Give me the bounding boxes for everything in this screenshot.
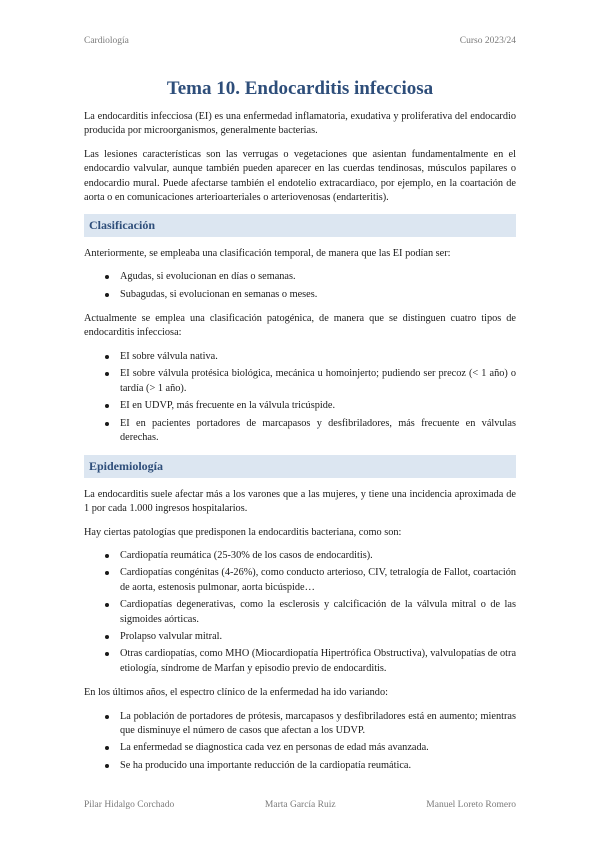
document-body	[84, 110, 516, 783]
clasificacion-patogenica-list	[84, 350, 516, 445]
page-header	[84, 36, 516, 46]
list-item: EI sobre válvula nativa.	[84, 350, 516, 364]
list-item: La población de portadores de prótesis, marcapasos y desfibriladores está en aumento; mientras que disminuye el número de casos que afectan a los UDVP.	[84, 710, 516, 739]
footer-author-3: Manuel Loreto Romero	[426, 800, 516, 810]
intro-paragraph-1: La endocarditis infecciosa (EI) es una enfermedad inflamatoria, exudativa y proliferativa del endocardio producida por microorganismos, generalmente bacterias.	[84, 111, 516, 137]
footer-author-2: Marta García Ruiz	[264, 800, 336, 810]
epidemiologia-paragraph-1: La endocarditis suele afectar más a los varones que a las mujeres, y tiene una incidencia aproximada de 1 por cada 1.000 ingresos hospitalarios.	[84, 488, 516, 515]
list-item: EI en pacientes portadores de marcapasos y desfibriladores, más frecuente en válvulas derechas.	[84, 417, 516, 446]
list-item: EI en UDVP, más frecuente en la válvula tricúspide.	[84, 399, 516, 413]
epidemiologia-paragraph-2: Hay ciertas patologías que predisponen la endocarditis bacteriana, como son:	[84, 526, 402, 538]
clasificacion-temporal-list	[84, 270, 516, 302]
clasificacion-paragraph-1: Anteriormente, se empleaba una clasificación temporal, de manera que las EI podían ser:	[84, 247, 451, 259]
epidemiologia-paragraph-3: En los últimos años, el espectro clínico de la enfermedad ha ido variando:	[84, 687, 388, 699]
header-course: Curso 2023/24	[459, 36, 516, 46]
page-title: Tema 10. Endocarditis infecciosa	[166, 78, 434, 99]
list-item: Otras cardiopatías, como MHO (Miocardiopatía Hipertrófica Obstructiva), valvulopatías de otra etiología, síndrome de Marfan y episodio previo de endocarditis.	[84, 647, 516, 676]
patologias-predisponentes-list	[84, 549, 516, 676]
header-subject: Cardiología	[84, 36, 129, 46]
intro-paragraph-2: Las lesiones características son las verrugas o vegetaciones que asientan fundamentalmente en el endocardio valvular, aunque también pueden aparecer en las cuerdas tendinosas, músculos papilares o endocardio mural. Puede afectarse también el endotelio extracardiaco, por ejemplo, en la coartación de aorta o en comunicaciones arterioarteriales o arteriovenosas (endarteritis).	[84, 148, 516, 204]
section-heading-epidemiologia: Epidemiología	[84, 455, 516, 477]
page-footer	[84, 800, 516, 810]
list-item: Cardiopatía reumática (25-30% de los casos de endocarditis).	[84, 549, 516, 563]
list-item: Agudas, si evolucionan en días o semanas.	[84, 270, 516, 284]
list-item: EI sobre válvula protésica biológica, mecánica u homoinjerto; pudiendo ser precoz (< 1 año) o tardía (> 1 año).	[84, 367, 516, 396]
list-item: La enfermedad se diagnostica cada vez en personas de edad más avanzada.	[84, 741, 516, 755]
espectro-clinico-list	[84, 710, 516, 774]
list-item: Prolapso valvular mitral.	[84, 630, 516, 644]
footer-author-1: Pilar Hidalgo Corchado	[84, 800, 175, 810]
list-item: Subagudas, si evolucionan en semanas o meses.	[84, 288, 516, 302]
list-item: Cardiopatías degenerativas, como la esclerosis y calcificación de la válvula mitral o de las sigmoides aórticas.	[84, 598, 516, 627]
section-heading-clasificacion: Clasificación	[84, 214, 516, 236]
clasificacion-paragraph-2: Actualmente se emplea una clasificación patogénica, de manera que se distinguen cuatro tipos de endocarditis infecciosa:	[84, 313, 516, 339]
list-item: Se ha producido una importante reducción de la cardiopatía reumática.	[84, 759, 516, 773]
list-item: Cardiopatías congénitas (4-26%), como conducto arterioso, CIV, tetralogía de Fallot, coartación de aorta, estenosis pulmonar, aorta bicúspide…	[84, 566, 516, 595]
